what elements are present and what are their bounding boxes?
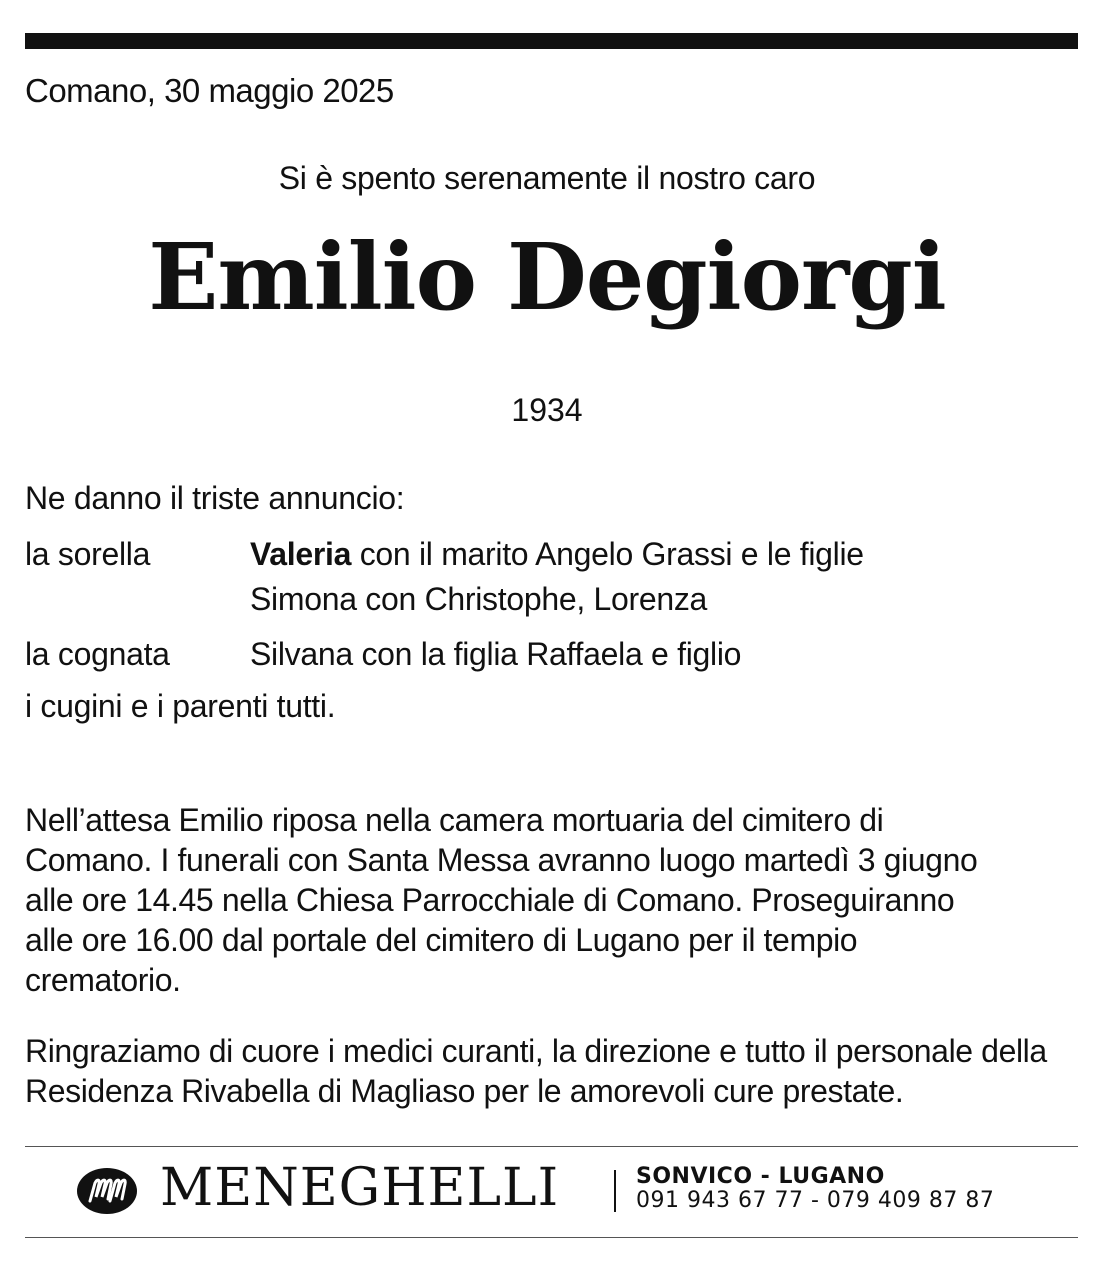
brand-name: MENEGHELLI bbox=[160, 1158, 560, 1218]
family-lead: Ne danno il triste annuncio: bbox=[25, 480, 405, 516]
top-rule bbox=[25, 33, 1078, 49]
meneghelli-logo-icon bbox=[76, 1167, 138, 1215]
brand-phones: 091 943 67 77 - 079 409 87 87 bbox=[636, 1188, 995, 1213]
footer-rule-bottom bbox=[25, 1237, 1078, 1238]
brand-location: SONVICO - LUGANO bbox=[636, 1164, 885, 1189]
relation-text bbox=[250, 532, 1050, 622]
funeral-details: Nell’attesa Emilio riposa nella camera mortuaria del cimitero di Comano. I funerali con Santa Messa avranno luogo martedì 3 giugno alle ore 14.45 nella Chiesa Parrocchiale di Comano. Proseguiranno alle ore 16.00 dal portale del cimitero di Lugano per il tempio crematorio. bbox=[25, 802, 978, 998]
relation-text: Silvana con la figlia Raffaela e figlio bbox=[250, 636, 742, 672]
footer-divider bbox=[614, 1170, 616, 1212]
relation-label: la cognata bbox=[25, 636, 170, 672]
deceased-name: Emilio Degiorgi bbox=[148, 223, 946, 331]
intro-line: Si è spento serenamente il nostro caro bbox=[278, 160, 816, 196]
birth-year: 1934 bbox=[511, 392, 583, 428]
footer-rule-top bbox=[25, 1146, 1078, 1147]
other-relatives: i cugini e i parenti tutti. bbox=[25, 688, 336, 724]
bold-name: Valeria bbox=[250, 536, 352, 572]
relation-label: la sorella bbox=[25, 536, 151, 572]
notice-date: Comano, 30 maggio 2025 bbox=[25, 72, 394, 109]
thanks-paragraph: Ringraziamo di cuore i medici curanti, la direzione e tutto il personale della Residenza Rivabella di Magliaso per le amorevoli cure prestate. bbox=[25, 1033, 1047, 1109]
line-rest: con il marito Angelo Grassi e le figlie bbox=[351, 536, 864, 572]
line-two: Simona con Christophe, Lorenza bbox=[250, 581, 708, 617]
